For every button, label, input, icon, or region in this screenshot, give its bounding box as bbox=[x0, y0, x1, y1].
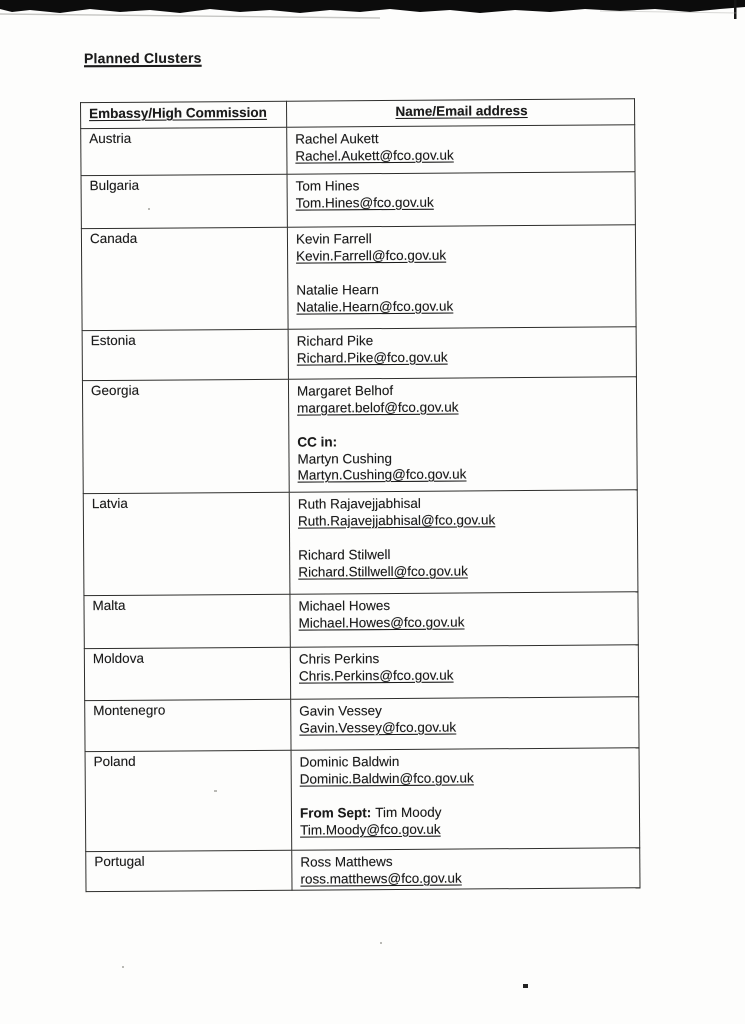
scan-artifact-top-band bbox=[0, 0, 745, 26]
contact-cell bbox=[287, 172, 635, 227]
contact-cell bbox=[288, 327, 636, 379]
table-row bbox=[82, 377, 637, 494]
embassy-cell: Malta bbox=[84, 594, 290, 648]
toner-speck bbox=[122, 966, 124, 968]
contact-name: Gavin Vessey bbox=[299, 703, 382, 719]
contact-from-sept-label: From Sept: bbox=[299, 805, 372, 821]
table-row bbox=[86, 848, 640, 892]
contact-cell bbox=[288, 377, 637, 492]
contact-name: Margaret Belhof bbox=[296, 382, 394, 399]
contact-cell bbox=[292, 848, 640, 890]
table-row bbox=[82, 327, 636, 381]
contact-cell bbox=[287, 225, 636, 329]
contact-email: Natalie.Hearn@fco.gov.uk bbox=[296, 298, 454, 315]
contact-name: Ruth Rajavejjabhisal bbox=[297, 495, 421, 512]
table-row bbox=[84, 592, 638, 649]
contact-name: Ross Matthews bbox=[300, 853, 393, 870]
contact-name: Richard Pike bbox=[296, 333, 374, 349]
contact-name: From Sept: Tim Moody bbox=[299, 804, 442, 821]
contact-email: Richard.Stillwell@fco.gov.uk bbox=[298, 562, 468, 580]
contact-email: Ruth.Rajavejjabhisal@fco.gov.uk bbox=[297, 511, 496, 529]
embassy-cell: Canada bbox=[81, 227, 288, 330]
contact-name: Richard Stilwell bbox=[298, 547, 391, 563]
contact-name: Martyn Cushing bbox=[297, 450, 393, 467]
contact-email: Kevin.Farrell@fco.gov.uk bbox=[296, 247, 447, 264]
embassy-cell: Portugal bbox=[86, 850, 292, 891]
contact-name: Tom Hines bbox=[295, 178, 360, 194]
embassy-cell: Moldova bbox=[84, 647, 290, 700]
contact-email: Rachel.Aukett@fco.gov.uk bbox=[295, 147, 454, 164]
contact-cell bbox=[291, 697, 639, 750]
contact-email: ross.matthews@fco.gov.uk bbox=[300, 870, 462, 887]
embassy-cell: Poland bbox=[85, 750, 292, 851]
table-row bbox=[81, 125, 635, 176]
table-row bbox=[85, 697, 639, 752]
contact-name: Dominic Baldwin bbox=[299, 753, 400, 770]
page-title: Planned Clusters bbox=[83, 49, 202, 67]
table-header-row bbox=[81, 99, 635, 129]
table-row bbox=[81, 172, 635, 229]
contact-name: Kevin Farrell bbox=[295, 231, 372, 247]
embassy-cell: Bulgaria bbox=[81, 174, 287, 228]
embassy-cell: Latvia bbox=[83, 492, 290, 595]
toner-speck bbox=[523, 984, 528, 988]
contact-name: Chris Perkins bbox=[298, 651, 380, 667]
contact-cell bbox=[290, 592, 638, 647]
embassy-cell: Estonia bbox=[82, 329, 288, 380]
contact-email: Michael.Howes@fco.gov.uk bbox=[298, 613, 465, 631]
contact-name: Michael Howes bbox=[298, 598, 391, 614]
table-row bbox=[83, 490, 638, 596]
column-header-name-email: Name/Email address bbox=[287, 99, 635, 127]
contact-cell bbox=[287, 125, 635, 174]
contact-email: Richard.Pike@fco.gov.uk bbox=[296, 349, 448, 366]
table-row bbox=[81, 225, 636, 331]
contact-cc-label: CC in: bbox=[297, 434, 338, 450]
embassy-cell: Georgia bbox=[82, 379, 289, 493]
contact-cell bbox=[290, 645, 638, 699]
contact-email: Chris.Perkins@fco.gov.uk bbox=[298, 667, 454, 684]
contact-email: margaret.belof@fco.gov.uk bbox=[297, 399, 459, 416]
toner-speck bbox=[380, 942, 382, 944]
contact-name: Rachel Aukett bbox=[295, 131, 379, 147]
table-row bbox=[84, 645, 638, 701]
column-header-embassy: Embassy/High Commission bbox=[81, 101, 287, 128]
planned-clusters-table bbox=[80, 98, 641, 892]
contact-cell bbox=[291, 748, 640, 850]
embassy-cell: Austria bbox=[81, 127, 287, 175]
contact-name: Natalie Hearn bbox=[296, 282, 379, 298]
contact-email: Gavin.Vessey@fco.gov.uk bbox=[299, 719, 457, 736]
contact-email: Tom.Hines@fco.gov.uk bbox=[295, 194, 434, 211]
contact-email: Martyn.Cushing@fco.gov.uk bbox=[297, 466, 467, 483]
contact-email: Dominic.Baldwin@fco.gov.uk bbox=[299, 769, 474, 787]
contact-cell bbox=[289, 490, 638, 594]
table-row bbox=[85, 748, 640, 852]
embassy-cell: Montenegro bbox=[85, 699, 291, 751]
contact-email: Tim.Moody@fco.gov.uk bbox=[300, 821, 441, 838]
